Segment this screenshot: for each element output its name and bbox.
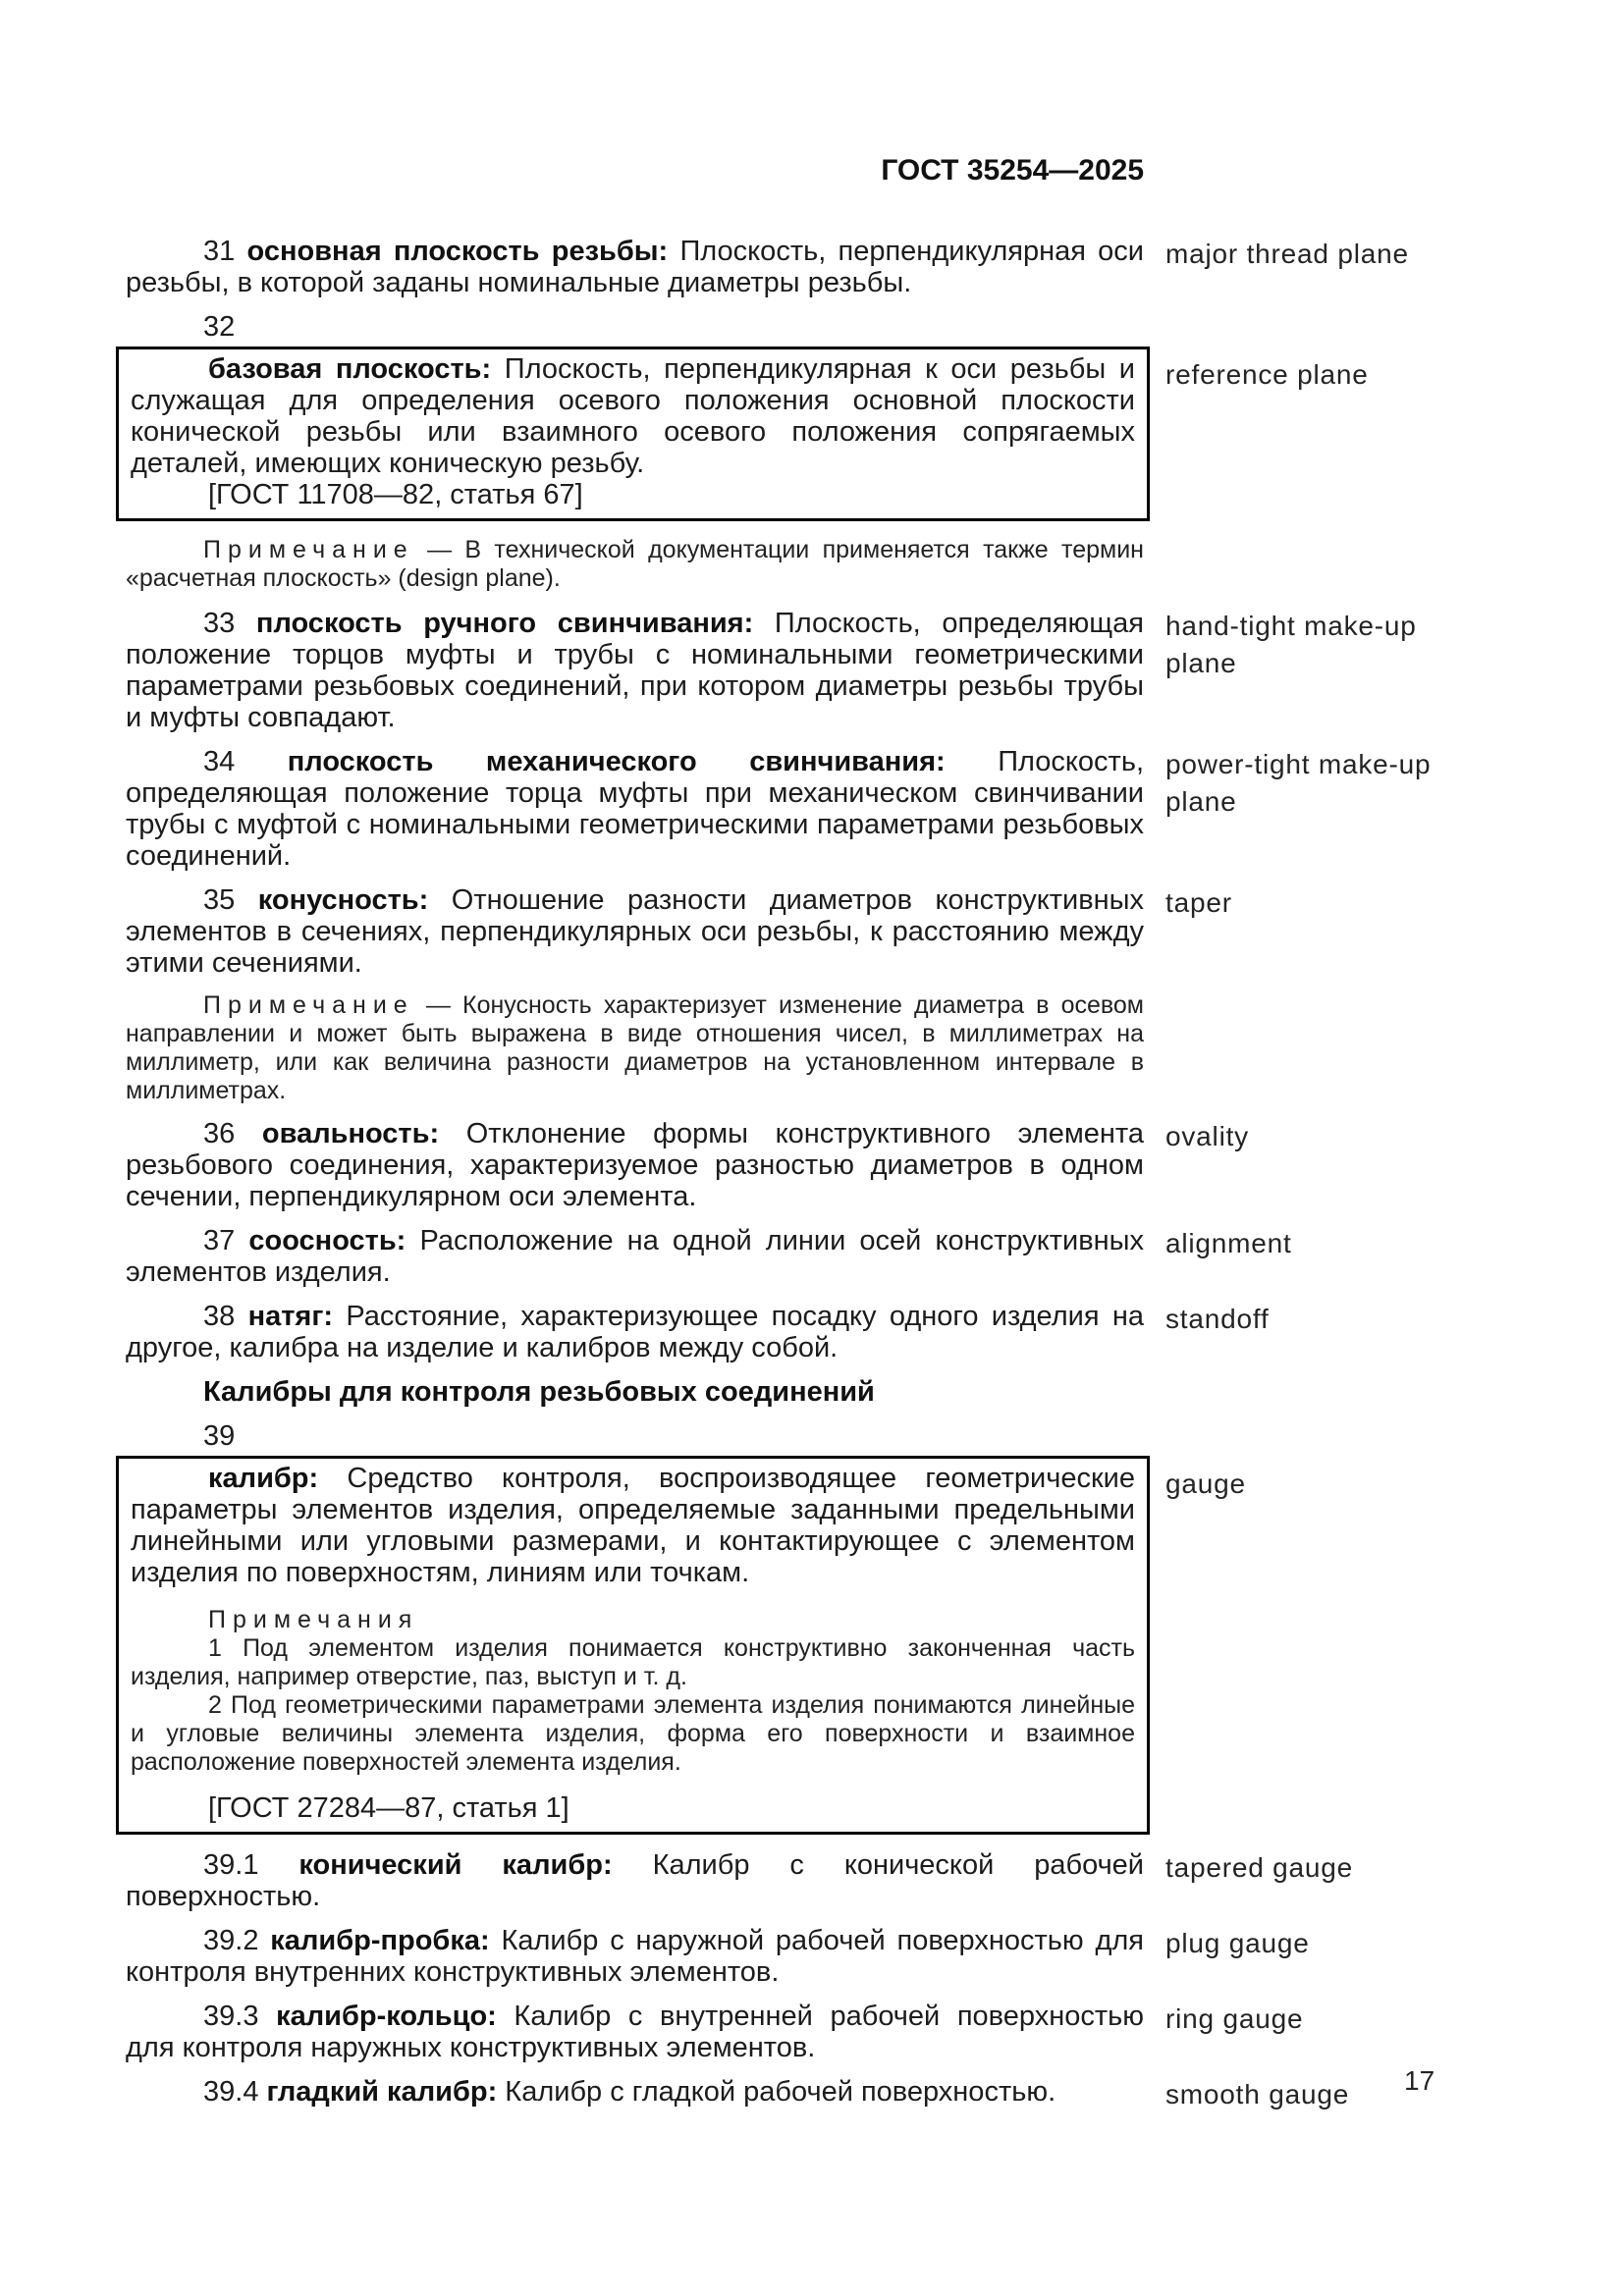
term-entry-36 — [126, 1118, 1481, 1212]
definition-box — [116, 1456, 1150, 1835]
term-name: калибр-пробка: — [270, 1925, 490, 1956]
box-note-2: 2 Под геометрическими параметрами элемента изделия понимаются линейные и угловые величины элемента изделия, форма его поверхности и взаимное расположение поверхностей элемента изделия. — [131, 1691, 1135, 1776]
term-text: Калибр с конической рабочей поверхностью. — [126, 1849, 1145, 1912]
note-paragraph — [126, 991, 1144, 1105]
english-term: major thread plane — [1165, 239, 1409, 269]
term-definition — [131, 1463, 1135, 1588]
term-definition — [131, 353, 1135, 479]
english-term: ring gauge — [1165, 2003, 1304, 2034]
english-term: hand-tight make-up plane — [1165, 611, 1417, 678]
term-entry-39-2 — [126, 1925, 1481, 1988]
term-number: 32 — [203, 311, 236, 343]
term-entry-39-number — [126, 1420, 1481, 1452]
term-number: 39.4 — [203, 2076, 259, 2108]
term-definition — [126, 1225, 1144, 1288]
note-label: Примечание — [203, 991, 414, 1019]
term-definition — [126, 1301, 1144, 1363]
english-term: reference plane — [1165, 359, 1369, 390]
term-name: конический калибр: — [298, 1849, 613, 1881]
term-name: базовая плоскость: — [208, 353, 492, 385]
section-subheading-row — [126, 1376, 1481, 1408]
note-label: Примечание — [203, 536, 414, 563]
term-text: Калибр с внутренней рабочей поверхностью для контроля наружных конструктивных элементов. — [126, 2001, 1144, 2063]
term-name: калибр-кольцо: — [276, 2001, 497, 2032]
term-name: калибр: — [208, 1463, 319, 1494]
english-term: alignment — [1165, 1228, 1292, 1258]
english-term: plug gauge — [1165, 1928, 1310, 1958]
term-definition — [126, 2001, 1144, 2063]
term-text: Отклонение формы конструктивного элемента резьбового соединения, характеризуемое разностью диаметров в одном сечении, перпендикулярном оси элемента. — [126, 1118, 1144, 1212]
term-definition — [126, 2076, 1144, 2108]
term-name: конусность: — [257, 884, 429, 916]
term-number: 31 — [203, 236, 236, 267]
term-name: гладкий калибр: — [266, 2076, 498, 2108]
english-term: tapered gauge — [1165, 1852, 1354, 1883]
page-number: 17 — [1404, 2065, 1435, 2096]
term-text: Калибр с наружной рабочей поверхностью для контроля внутренних конструктивных элементов. — [126, 1925, 1145, 1988]
note-entry-32 — [126, 536, 1481, 593]
term-number: 34 — [203, 746, 236, 777]
term-text: Плоскость, определяющая положение торца муфты при механическом свинчивании трубы с муфтой с номинальными геометрическими параметрами резьбовых соединений. — [126, 746, 1144, 872]
term-number: 35 — [203, 884, 236, 916]
term-name: соосность: — [248, 1225, 406, 1256]
term-definition — [126, 1925, 1144, 1988]
section-subheading: Калибры для контроля резьбовых соединений — [203, 1376, 875, 1408]
english-term: gauge — [1165, 1468, 1246, 1499]
term-name: плоскость механического свинчивания: — [287, 746, 946, 777]
term-entry-39-4 — [126, 2076, 1481, 2113]
term-definition — [126, 1849, 1144, 1912]
term-text: Отношение разности диаметров конструктивных элементов в сечениях, перпендикулярных оси резьбы, к расстоянию между этими сечениями. — [126, 884, 1145, 979]
english-term: ovality — [1165, 1121, 1249, 1151]
english-term: standoff — [1165, 1304, 1270, 1334]
note-paragraph — [126, 536, 1144, 593]
term-entry-35 — [126, 884, 1481, 979]
term-entry-32 — [126, 347, 1481, 521]
box-note-1: 1 Под элементом изделия понимается конструктивно законченная часть изделия, например отверстие, паз, выступ и т. д. — [131, 1634, 1135, 1690]
term-definition — [126, 236, 1144, 298]
term-entry-39-1 — [126, 1849, 1481, 1912]
term-definition — [126, 884, 1144, 979]
term-number: 36 — [203, 1118, 236, 1149]
term-entry-38 — [126, 1301, 1481, 1363]
standard-designation: ГОСТ 35254—2025 — [881, 154, 1144, 187]
note-text: — Конусность характеризует изменение диаметра в осевом направлении и может быть выражена в виде отношения чисел, в миллиметрах на миллиметр, или как величина разности диаметров на установленном интервале в миллиметрах. — [126, 991, 1144, 1104]
term-definition — [126, 746, 1144, 872]
box-source-reference: [ГОСТ 27284—87, статья 1] — [208, 1792, 569, 1824]
term-entry-32-number — [126, 311, 1481, 343]
term-entry-39 — [126, 1456, 1481, 1835]
term-number: 39.2 — [203, 1925, 259, 1956]
term-entry-34 — [126, 746, 1481, 872]
term-name: овальность: — [261, 1118, 440, 1149]
term-definition — [126, 1118, 1144, 1212]
terms-content — [126, 236, 1481, 2113]
term-text: Расстояние, характеризующее посадку одного изделия на другое, калибра на изделие и калибров между собой. — [126, 1301, 1144, 1363]
term-text: Средство контроля, воспроизводящее геометрические параметры элементов изделия, определяемые заданными предельными линейными или угловыми размерами, и контактирующее с элементом изделия по поверхностям, линиям или точкам. — [131, 1463, 1136, 1588]
term-entry-39-3 — [126, 2001, 1481, 2063]
term-name: основная плоскость резьбы: — [246, 236, 669, 267]
term-entry-33 — [126, 608, 1481, 733]
term-definition — [126, 608, 1144, 733]
term-number: 33 — [203, 608, 236, 639]
english-term: power-tight make-up plane — [1165, 749, 1432, 817]
term-number: 39.3 — [203, 2001, 259, 2032]
term-entry-31 — [126, 236, 1481, 298]
english-term: smooth gauge — [1165, 2079, 1350, 2109]
term-name: плоскость ручного свинчивания: — [255, 608, 754, 639]
notes-label: Примечания — [208, 1606, 419, 1633]
note-text: — В технической документации применяется также термин «расчетная плоскость» (design plane). — [126, 536, 1144, 592]
box-source-reference: [ГОСТ 11708—82, статья 67] — [208, 479, 583, 510]
term-number: 37 — [203, 1225, 236, 1256]
term-text: Плоскость, перпендикулярная оси резьбы, в которой заданы номинальные диаметры резьбы. — [126, 236, 1145, 298]
definition-box — [116, 347, 1150, 521]
term-number: 39.1 — [203, 1849, 259, 1881]
term-text: Плоскость, перпендикулярная к оси резьбы и служащая для определения осевого положения основной плоскости конической резьбы или взаимного осевого положения сопрягаемых деталей, имеющих коническую резьбу. — [131, 353, 1135, 479]
term-number: 38 — [203, 1301, 236, 1332]
term-entry-37 — [126, 1225, 1481, 1288]
term-text: Плоскость, определяющая положение торцов муфты и трубы с номинальными геометрическими параметрами резьбовых соединений, при котором диаметры резьбы трубы и муфты совпадают. — [126, 608, 1144, 733]
english-term: taper — [1165, 887, 1232, 918]
term-text: Расположение на одной линии осей конструктивных элементов изделия. — [126, 1225, 1144, 1288]
note-entry-35 — [126, 991, 1481, 1105]
term-number: 39 — [203, 1420, 236, 1452]
term-text: Калибр с гладкой рабочей поверхностью. — [505, 2076, 1056, 2108]
term-name: натяг: — [247, 1301, 334, 1332]
